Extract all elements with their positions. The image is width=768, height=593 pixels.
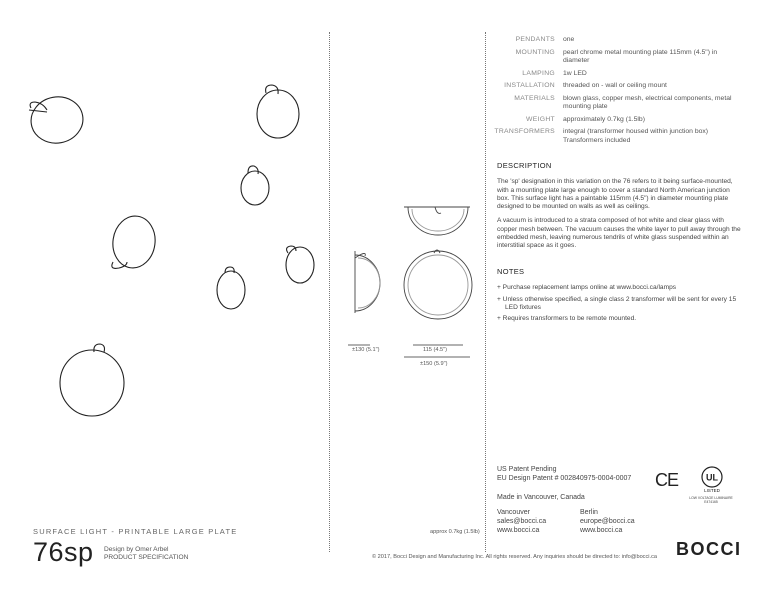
top-view-drawing [404,207,470,235]
total-dimension-label: ±150 (5.9") [420,361,448,367]
spec-label: MATERIALS [514,94,555,102]
spec-value: one [563,36,575,43]
office-email[interactable]: europe@bocci.ca [580,518,635,525]
spec-value: approximately 0.7kg (1.5lb) [563,115,645,123]
spec-label: INSTALLATION [504,82,555,89]
note-item: + Unless otherwise specified, a single class 2 transformer will be sent for every 15 LED fixtures [497,295,737,311]
office-city: Vancouver [497,509,530,516]
description-paragraph: A vacuum is introduced to a strata composed of hot white and clear glass with copper mesh between. The vacuum causes the white layer to pull away through the embedded mesh, leaving numerous tendrils of white glass suspended within an interstitial space as it goes. [497,217,741,250]
spec-row [478,95,740,112]
side-view-drawing [355,251,380,313]
lamp-globe [60,344,124,416]
ul-mark-text: UL [706,472,718,483]
spec-value: 1w LED [563,69,587,77]
spec-value: pearl chrome metal mounting plate 115mm (4.5") in diameter [563,48,718,64]
description-paragraph: The 'sp' designation in this variation on the 76 refers to it being surface-mounted, with a mounting plate large enough to cover a standard North American junction box. This surface light has a paintable 115mm (4.5") in diameter mounting plate designed to be mounted on walls as well as ceilings. [497,178,733,211]
spec-row [478,82,740,91]
lamp-globe [241,166,269,205]
spec-value: integral (transformer housed within junction box) Transformers included [563,128,709,144]
spec-value: threaded on - wall or ceiling mount [563,82,667,89]
note-item: + Purchase replacement lamps online at www.bocci.ca/lamps [497,284,677,292]
lamp-globe [286,246,314,283]
description-section [497,162,742,257]
spec-label: LAMPING [522,69,555,77]
description-heading: DESCRIPTION [497,161,552,170]
spec-label: MOUNTING [515,48,555,56]
spec-label: WEIGHT [526,115,555,123]
spec-row [478,49,740,66]
spec-row [478,70,740,79]
front-view-drawing [404,250,472,319]
brand-logo: BOCCI [676,539,742,559]
office-berlin [580,508,635,535]
patent-eu: EU Design Patent # 002840975-0004-0007 [497,475,632,482]
spec-table [478,36,740,149]
notes-section [497,268,742,326]
ce-mark-icon: CE [655,470,679,490]
spec-row [478,36,740,45]
lamp-globe [217,267,245,309]
product-name: 76sp [33,537,94,567]
spec-label: TRANSFORMERS [494,128,555,135]
designer-credit: Design by Omer Arbel [104,546,169,553]
copyright: © 2017, Bocci Design and Manufacturing Inc. All rights reserved. Any inquiries should be directed to: info@bocci.ca [372,554,657,560]
office-vancouver [497,508,546,535]
product-spec-label: PRODUCT SPECIFICATION [104,554,189,561]
notes-heading: NOTES [497,267,525,276]
office-web[interactable]: www.bocci.ca [580,527,623,534]
spec-row [478,116,740,125]
side-dimension-label: ±130 (5.1") [352,347,380,353]
patent-us: US Patent Pending [497,466,557,473]
office-city: Berlin [580,509,598,516]
office-email[interactable]: sales@bocci.ca [497,518,547,525]
lamp-globe [110,213,159,270]
ul-note: LOW VOLTAGE LUMINAIRE E474165 [689,496,733,504]
plate-dimension-label: 115 (4.5") [423,347,447,353]
ul-listed-icon [697,464,727,494]
weight-note: approx 0.7kg (1.5lb) [430,529,480,535]
office-web[interactable]: www.bocci.ca [497,527,540,534]
spec-row [478,128,740,145]
made-in: Made in Vancouver, Canada [497,494,585,501]
notes-list [497,284,742,323]
lamp-globe [27,93,86,147]
product-subtitle: SURFACE LIGHT - PRINTABLE LARGE PLATE [33,527,238,536]
ul-listed-text: LISTED [704,488,720,493]
spec-value: blown glass, copper mesh, electrical components, metal mounting plate [563,94,732,110]
designer-block [104,546,188,562]
lamp-globe [257,85,299,138]
note-item: + Requires transformers to be remote mounted. [497,315,637,323]
spec-label: PENDANTS [515,36,555,43]
lamp-arrangement-illustration [0,0,330,520]
patent-info [497,465,631,483]
